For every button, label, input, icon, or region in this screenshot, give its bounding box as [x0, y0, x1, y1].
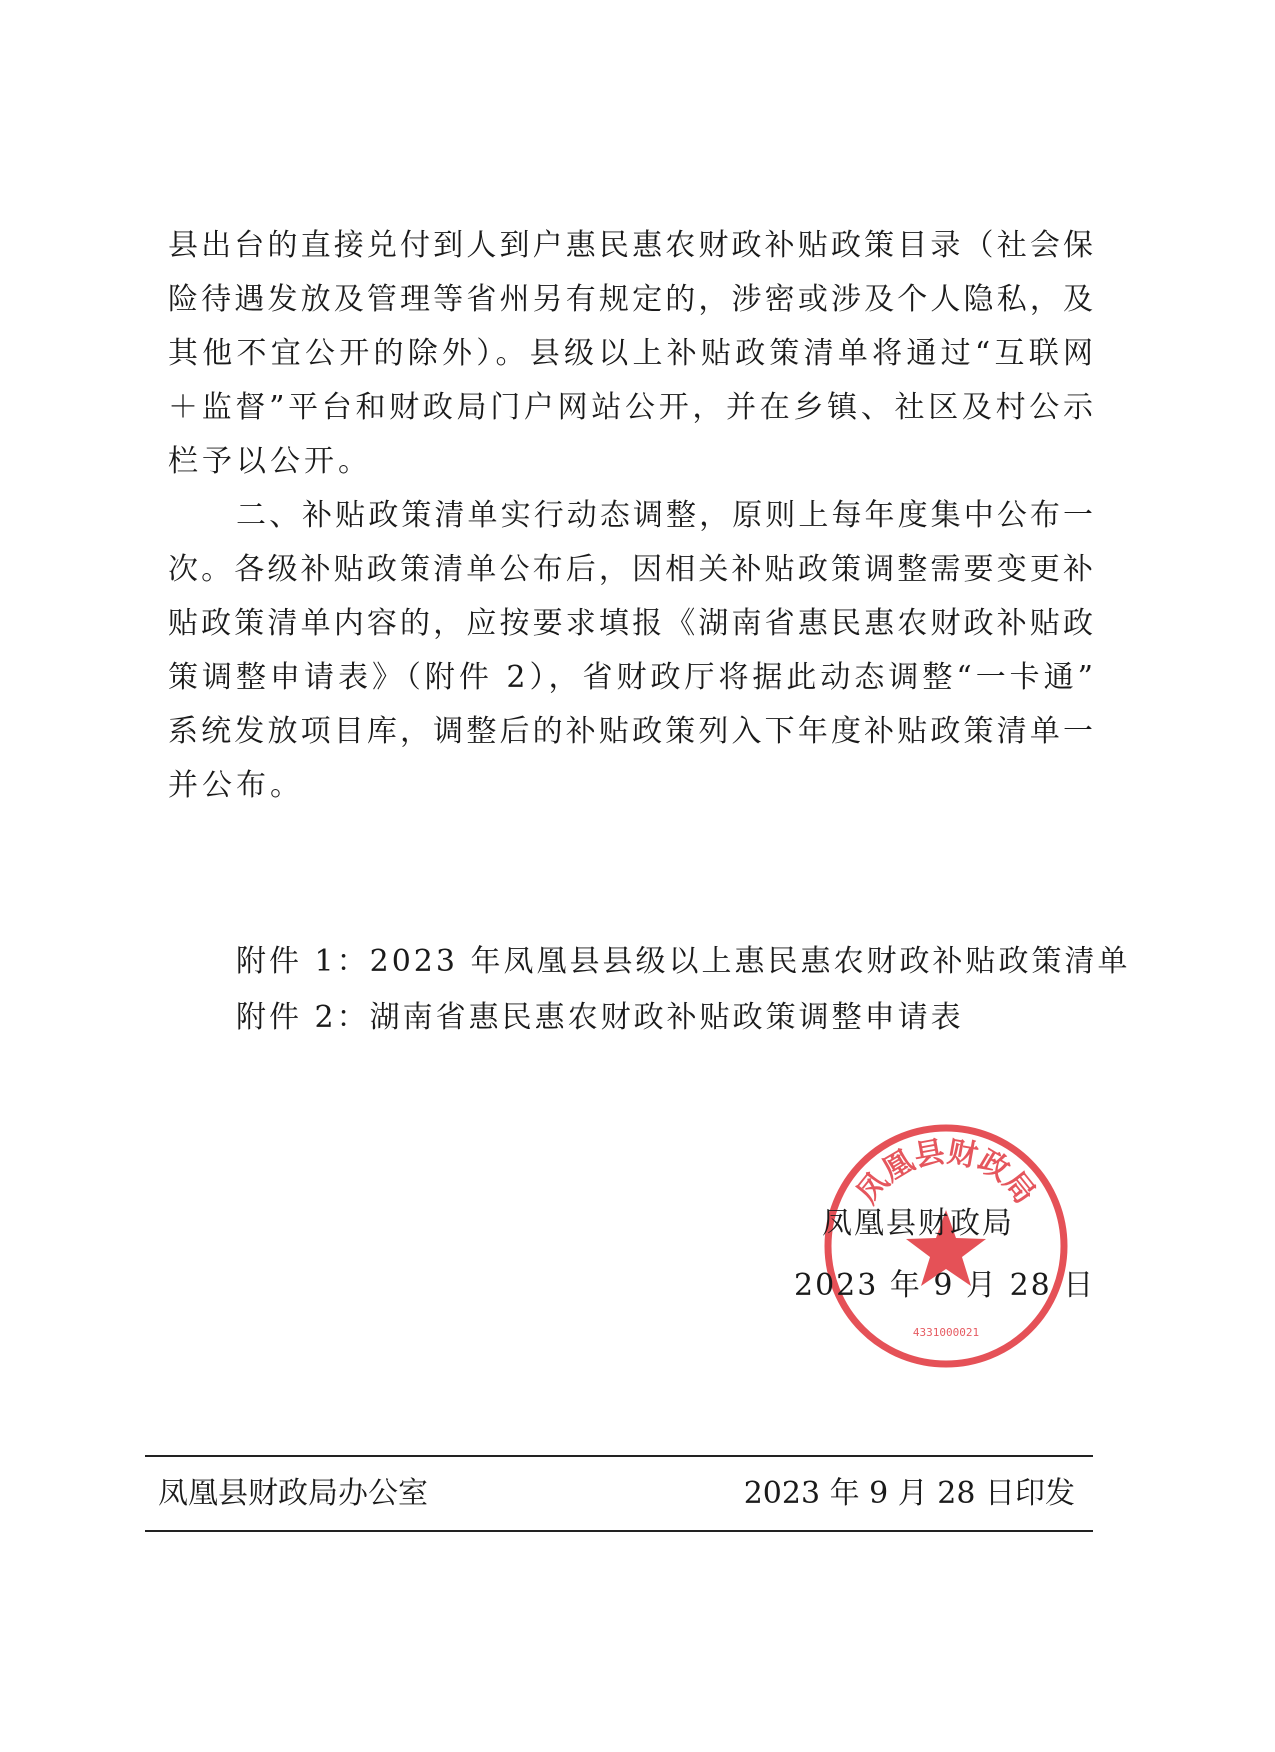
body-line: 策调整申请表》（附件 2），省财政厅将据此动态调整“一卡通” [168, 660, 1093, 695]
signature-date: 2023 年 9 月 28 日 [794, 1268, 1096, 1303]
body-line: ＋监督”平台和财政局门户网站公开，并在乡镇、社区及村公示 [168, 390, 1093, 425]
body-line: 栏予以公开。 [168, 444, 372, 479]
body-line: 县出台的直接兑付到人到户惠民惠农财政补贴政策目录（社会保 [168, 228, 1093, 263]
footer-print-date: 2023 年 9 月 28 日印发 [743, 1476, 1075, 1511]
seal-text: 凤凰县财政局 [850, 1134, 1042, 1211]
body-line: 其他不宜公开的除外）。县级以上补贴政策清单将通过“互联网 [168, 336, 1093, 371]
official-seal [822, 1122, 1070, 1370]
attachment-1: 附件 1：2023 年凤凰县县级以上惠民惠农财政补贴政策清单 [236, 944, 1131, 979]
footer-top-rule [145, 1455, 1093, 1457]
body-line: 二、补贴政策清单实行动态调整，原则上每年度集中公布一 [236, 498, 1093, 533]
body-line: 次。各级补贴政策清单公布后，因相关补贴政策调整需要变更补 [168, 552, 1093, 587]
body-line: 并公布。 [168, 768, 304, 803]
attachment-2: 附件 2：湖南省惠民惠农财政补贴政策调整申请表 [236, 1000, 964, 1035]
footer-issuer: 凤凰县财政局办公室 [158, 1476, 428, 1511]
footer-bottom-rule [145, 1530, 1093, 1532]
signature-organization: 凤凰县财政局 [822, 1206, 1014, 1241]
seal-code: 4331000021 [912, 1326, 980, 1339]
body-line: 贴政策清单内容的，应按要求填报《湖南省惠民惠农财政补贴政 [168, 606, 1093, 641]
body-line: 系统发放项目库，调整后的补贴政策列入下年度补贴政策清单一 [168, 714, 1093, 749]
body-line: 险待遇发放及管理等省州另有规定的，涉密或涉及个人隐私，及 [168, 282, 1093, 317]
